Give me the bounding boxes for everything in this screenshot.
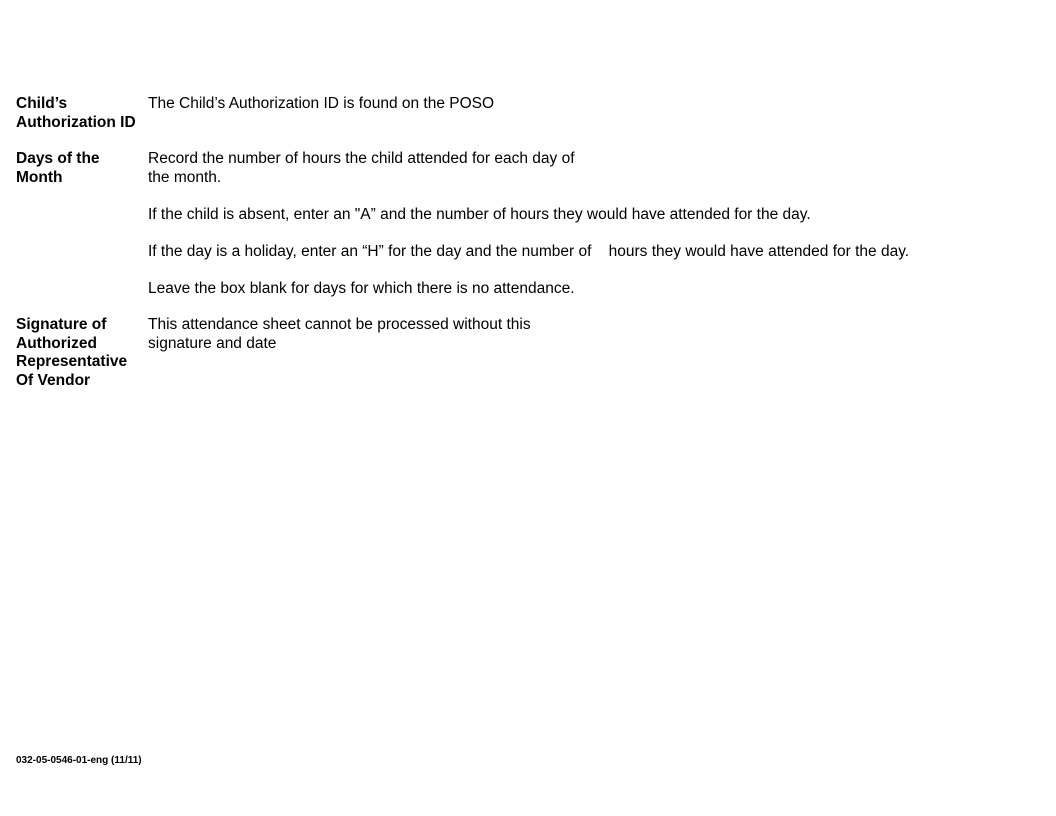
- definition-line: This attendance sheet cannot be processed without this: [148, 316, 531, 333]
- term-line: Child’s: [16, 95, 68, 112]
- term-line: Authorized: [16, 334, 97, 352]
- instruction-holiday-text: If the day is a holiday, enter an “H” for the day and the number of hours they would have attended for the day.: [148, 243, 910, 260]
- term-childs-authorization-id: [16, 95, 144, 132]
- definition-signature: [148, 316, 531, 353]
- term-line: Days of the: [16, 150, 100, 167]
- term-line: Authorization ID: [16, 113, 136, 131]
- term-days-of-the-month: [16, 150, 144, 187]
- definition-line: signature and date: [148, 334, 277, 352]
- definition-line: Record the number of hours the child attended for each day of: [148, 150, 575, 167]
- definition-days-of-the-month: [148, 150, 575, 187]
- instruction-absent-text: If the child is absent, enter an "A” and the number of hours they would have attended for the day.: [148, 206, 811, 223]
- term-signature: [16, 316, 144, 390]
- definition-line: the month.: [148, 168, 222, 186]
- term-line: Of Vendor: [16, 371, 91, 389]
- term-line: Representative: [16, 353, 128, 370]
- definition-line: The Child’s Authorization ID is found on the POSO: [148, 95, 495, 112]
- definition-childs-authorization-id: [148, 95, 494, 114]
- term-line: Month: [16, 168, 63, 186]
- form-number: 032-05-0546-01-eng (11/11): [16, 755, 142, 766]
- term-line: Signature of: [16, 316, 107, 333]
- instruction-blank-text: Leave the box blank for days for which there is no attendance.: [148, 280, 575, 297]
